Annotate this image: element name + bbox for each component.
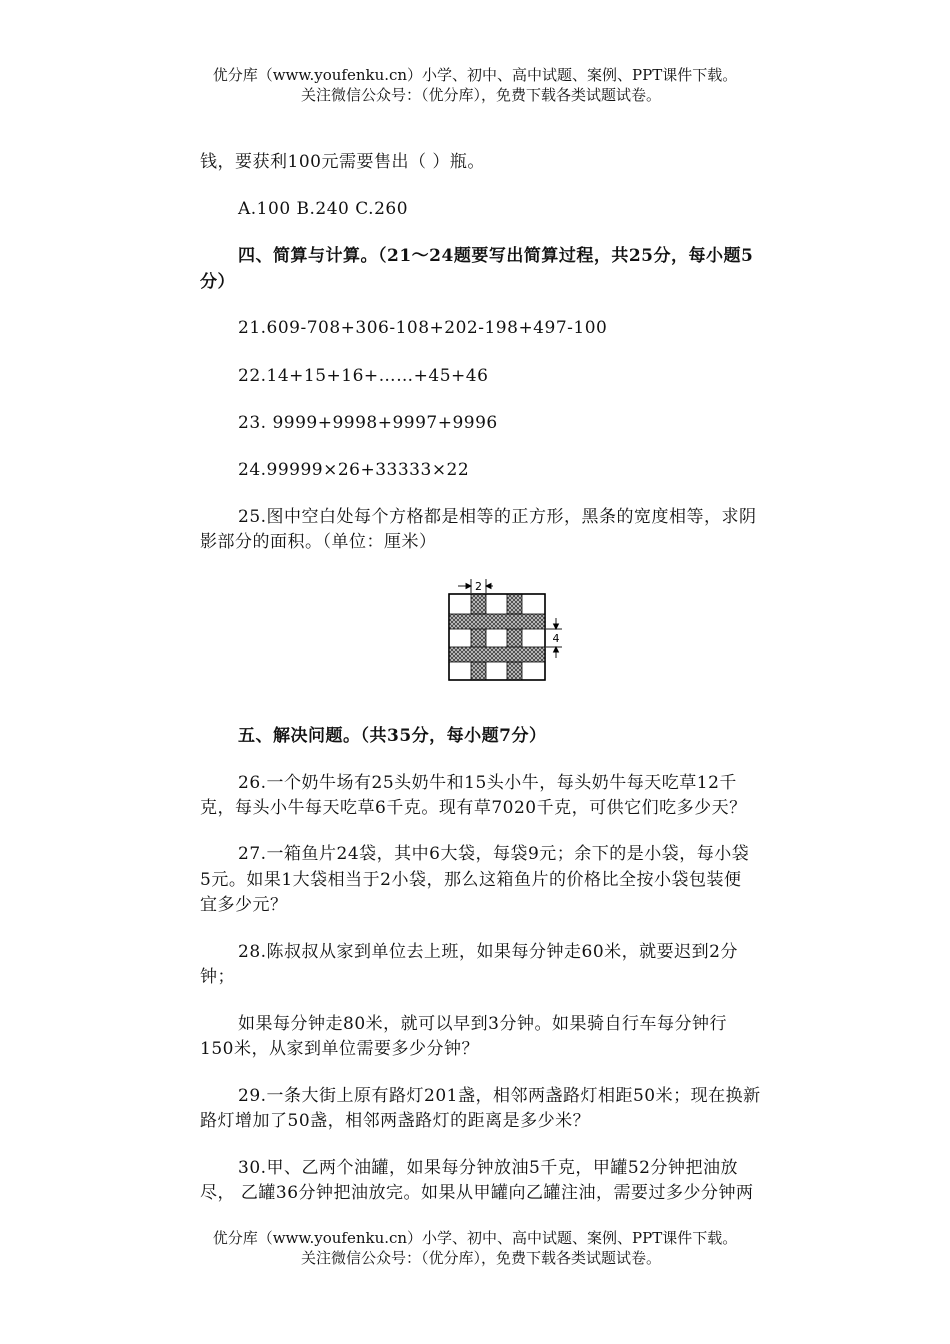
horizontal-strip-1	[449, 614, 545, 629]
section4-title-cont: 分）	[200, 272, 235, 292]
header-line-1: 优分库（www.youfenku.cn）小学、初中、高中试题、案例、PPT课件下载。	[212, 66, 738, 84]
footer-line-2: 关注微信公众号：（优分库），免费下载各类试题试卷。	[300, 1249, 661, 1267]
q27-line-3: 宜多少元？	[200, 895, 288, 915]
q20-tail: 钱，要获利100元需要售出（ ）瓶。	[200, 152, 485, 172]
section4-title: 四、简算与计算。（21～24题要写出简算过程，共25分，每小题5	[238, 246, 754, 266]
q26-line-2: 克，每头小牛每天吃草6千克。现有草7020千克，可供它们吃多少天？	[200, 798, 747, 818]
q27-line-2: 5元。如果1大袋相当于2小袋，那么这箱鱼片的价格比全按小袋包装便	[200, 870, 742, 890]
page-footer	[0, 1228, 950, 1268]
q23: 23. 9999+9998+9997+9996	[238, 413, 498, 433]
q25-line-2: 影部分的面积。（单位：厘米）	[200, 532, 437, 552]
grid-figure	[440, 574, 570, 684]
q30-line-2: 尽， 乙罐36分钟把油放完。如果从甲罐向乙罐注油，需要过多少分钟两	[200, 1183, 754, 1203]
q28-line-3: 如果每分钟走80米，就可以早到3分钟。如果骑自行车每分钟行	[238, 1014, 727, 1034]
q20-options: A.100 B.240 C.260	[238, 199, 409, 219]
page-header	[0, 65, 950, 105]
q21: 21.609-708+306-108+202-198+497-100	[238, 318, 608, 338]
header-line-2: 关注微信公众号：（优分库），免费下载各类试题试卷。	[300, 86, 661, 104]
q30-line-1: 30.甲、乙两个油罐，如果每分钟放油5千克，甲罐52分钟把油放	[238, 1158, 738, 1178]
figure-outline	[449, 594, 545, 680]
horizontal-strip-2	[449, 647, 545, 662]
q28-line-1: 28.陈叔叔从家到单位去上班，如果每分钟走60米，就要迟到2分	[238, 942, 738, 962]
q29-line-2: 路灯增加了50盏，相邻两盏路灯的距离是多少米？	[200, 1111, 591, 1131]
q28-line-2: 钟；	[200, 967, 235, 987]
q28-line-4: 150米，从家到单位需要多少分钟？	[200, 1039, 479, 1059]
q25-line-1: 25.图中空白处每个方格都是相等的正方形，黑条的宽度相等，求阴	[238, 507, 757, 527]
vertical-strip-2	[507, 594, 522, 680]
q22: 22.14+15+16+……+45+46	[238, 366, 489, 386]
q26-line-1: 26.一个奶牛场有25头奶牛和15头小牛，每头奶牛每天吃草12千	[238, 773, 737, 793]
vertical-strip-1	[471, 594, 486, 680]
dimension-top-label: 2	[475, 580, 482, 593]
section5-title: 五、解决问题。（共35分，每小题7分）	[238, 726, 547, 746]
dimension-right-label: 4	[552, 632, 560, 645]
footer-line-1: 优分库（www.youfenku.cn）小学、初中、高中试题、案例、PPT课件下载。	[212, 1229, 738, 1247]
q24: 24.99999×26+33333×22	[238, 460, 470, 480]
q29-line-1: 29.一条大街上原有路灯201盏，相邻两盏路灯相距50米；现在换新	[238, 1086, 761, 1106]
q27-line-1: 27.一箱鱼片24袋，其中6大袋，每袋9元；余下的是小袋，每小袋	[238, 844, 750, 864]
